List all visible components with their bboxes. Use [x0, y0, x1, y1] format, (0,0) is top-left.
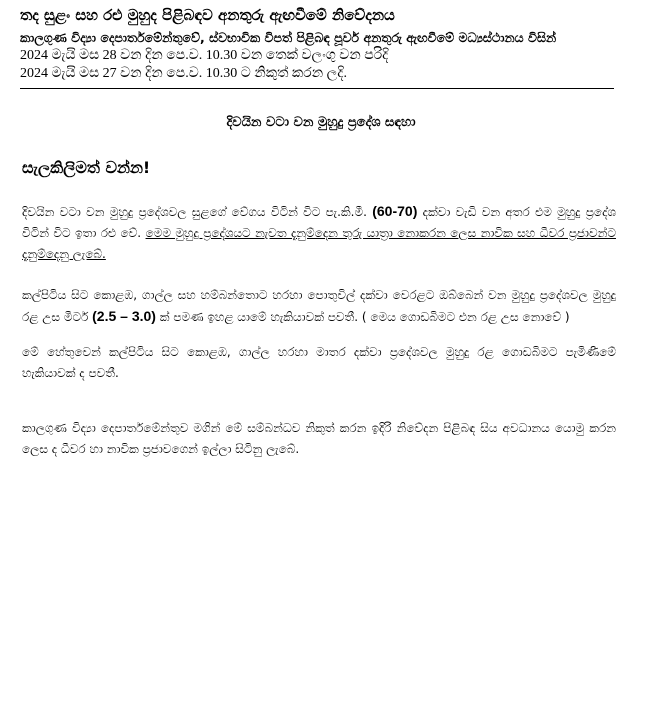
navigation-advisory: මෙම මුහුදු ප්‍රදේශයට නැවත දැනුම්දෙන තුරු යාත්‍රා නොකරන ලෙස නාවික සහ ධීවර ප්‍රජාවන්ට දැනුම්දෙනු ලැබේ. — [22, 226, 616, 261]
wave-height-paragraph — [22, 285, 616, 328]
wave-height-note: ක් පමණ ඉහළ යාමේ හැකියාවක් පවතී. ( මෙය ගොඩබිමට එන රළ උස නොවේ ) — [155, 310, 570, 324]
wind-speed-text: දිවයින වටා වන මුහුදු ප්‍රදේශවල සුළගේ වේගය විටින් විට පැ.කි.මී. — [22, 205, 373, 219]
notice-header — [20, 0, 622, 83]
alert-heading: සැලකිලිමත් වන්න! — [22, 158, 151, 177]
header-divider — [20, 88, 614, 89]
notice-subject: දිවයින වටා වන මුහුදු ප්‍රදේශ සඳහා — [226, 115, 416, 130]
wind-speed-range: (60-70) — [372, 203, 418, 219]
closing-paragraph: කාලගුණ විද්‍යා දෙපාර්තමේන්තුව මගින් මේ සම්බන්ධව නිකුත් කරන ඉදිරි නිවේදන පිළිබඳ සිය අවධානය යොමු කරන ලෙස ද ධීවර හා නාවික ප්‍රජාවගෙන් ඉල්ලා සිටිනු ලැබේ. — [22, 421, 616, 456]
issuing-agency: කාලගුණ විද්‍යා දෙපාර්තමේන්තුවේ, ස්වභාවික විපත් පිළිබඳ පූර්ව අනතුරු ඇඟවීමේ මධ්‍යස්ථානය විසින් — [20, 30, 557, 45]
rough-sea-text: දක්වා වැඩි වන අතර එම මුහුදු ප්‍රදේශ විටින් විට ඉතා රළු වේ. — [22, 205, 616, 240]
issue-time: 2024 මැයි මස 27 වන දින පෙ.ව. 10.30 ට නිකුත් කරන ලදි. — [20, 66, 348, 81]
notice-title: තද සුළං සහ රළු මුහුද පිළිබඳව අනතුරු ඇඟවීමේ නිවේදනය — [20, 6, 395, 24]
wave-height-range: (2.5 – 3.0) — [92, 308, 156, 324]
wave-height-text: කල්පිටිය සිට කොළඹ, ගාල්ල සහ හම්බන්තොට හරහා පොතුවිල් දක්වා වෙරළට ඔබ්බෙන් වන මුහුදු ප්‍රදේශවල මුහුදු රළ උස මීටර් — [22, 288, 616, 324]
coastal-surge-paragraph: මේ හේතුවෙන් කල්පිටිය සිට කොළඹ, ගාල්ල හරහා මාතර දක්වා ප්‍රදේශවල මුහුදු රළ ගොඩබිමට පැමිණීමේ හැකියාවක් ද පවතී. — [22, 345, 616, 380]
wind-speed-paragraph — [22, 201, 616, 265]
validity-period: 2024 මැයි මස 28 වන දින පෙ.ව. 10.30 වන තෙක් වලංගු වන පරිදි — [20, 48, 389, 63]
